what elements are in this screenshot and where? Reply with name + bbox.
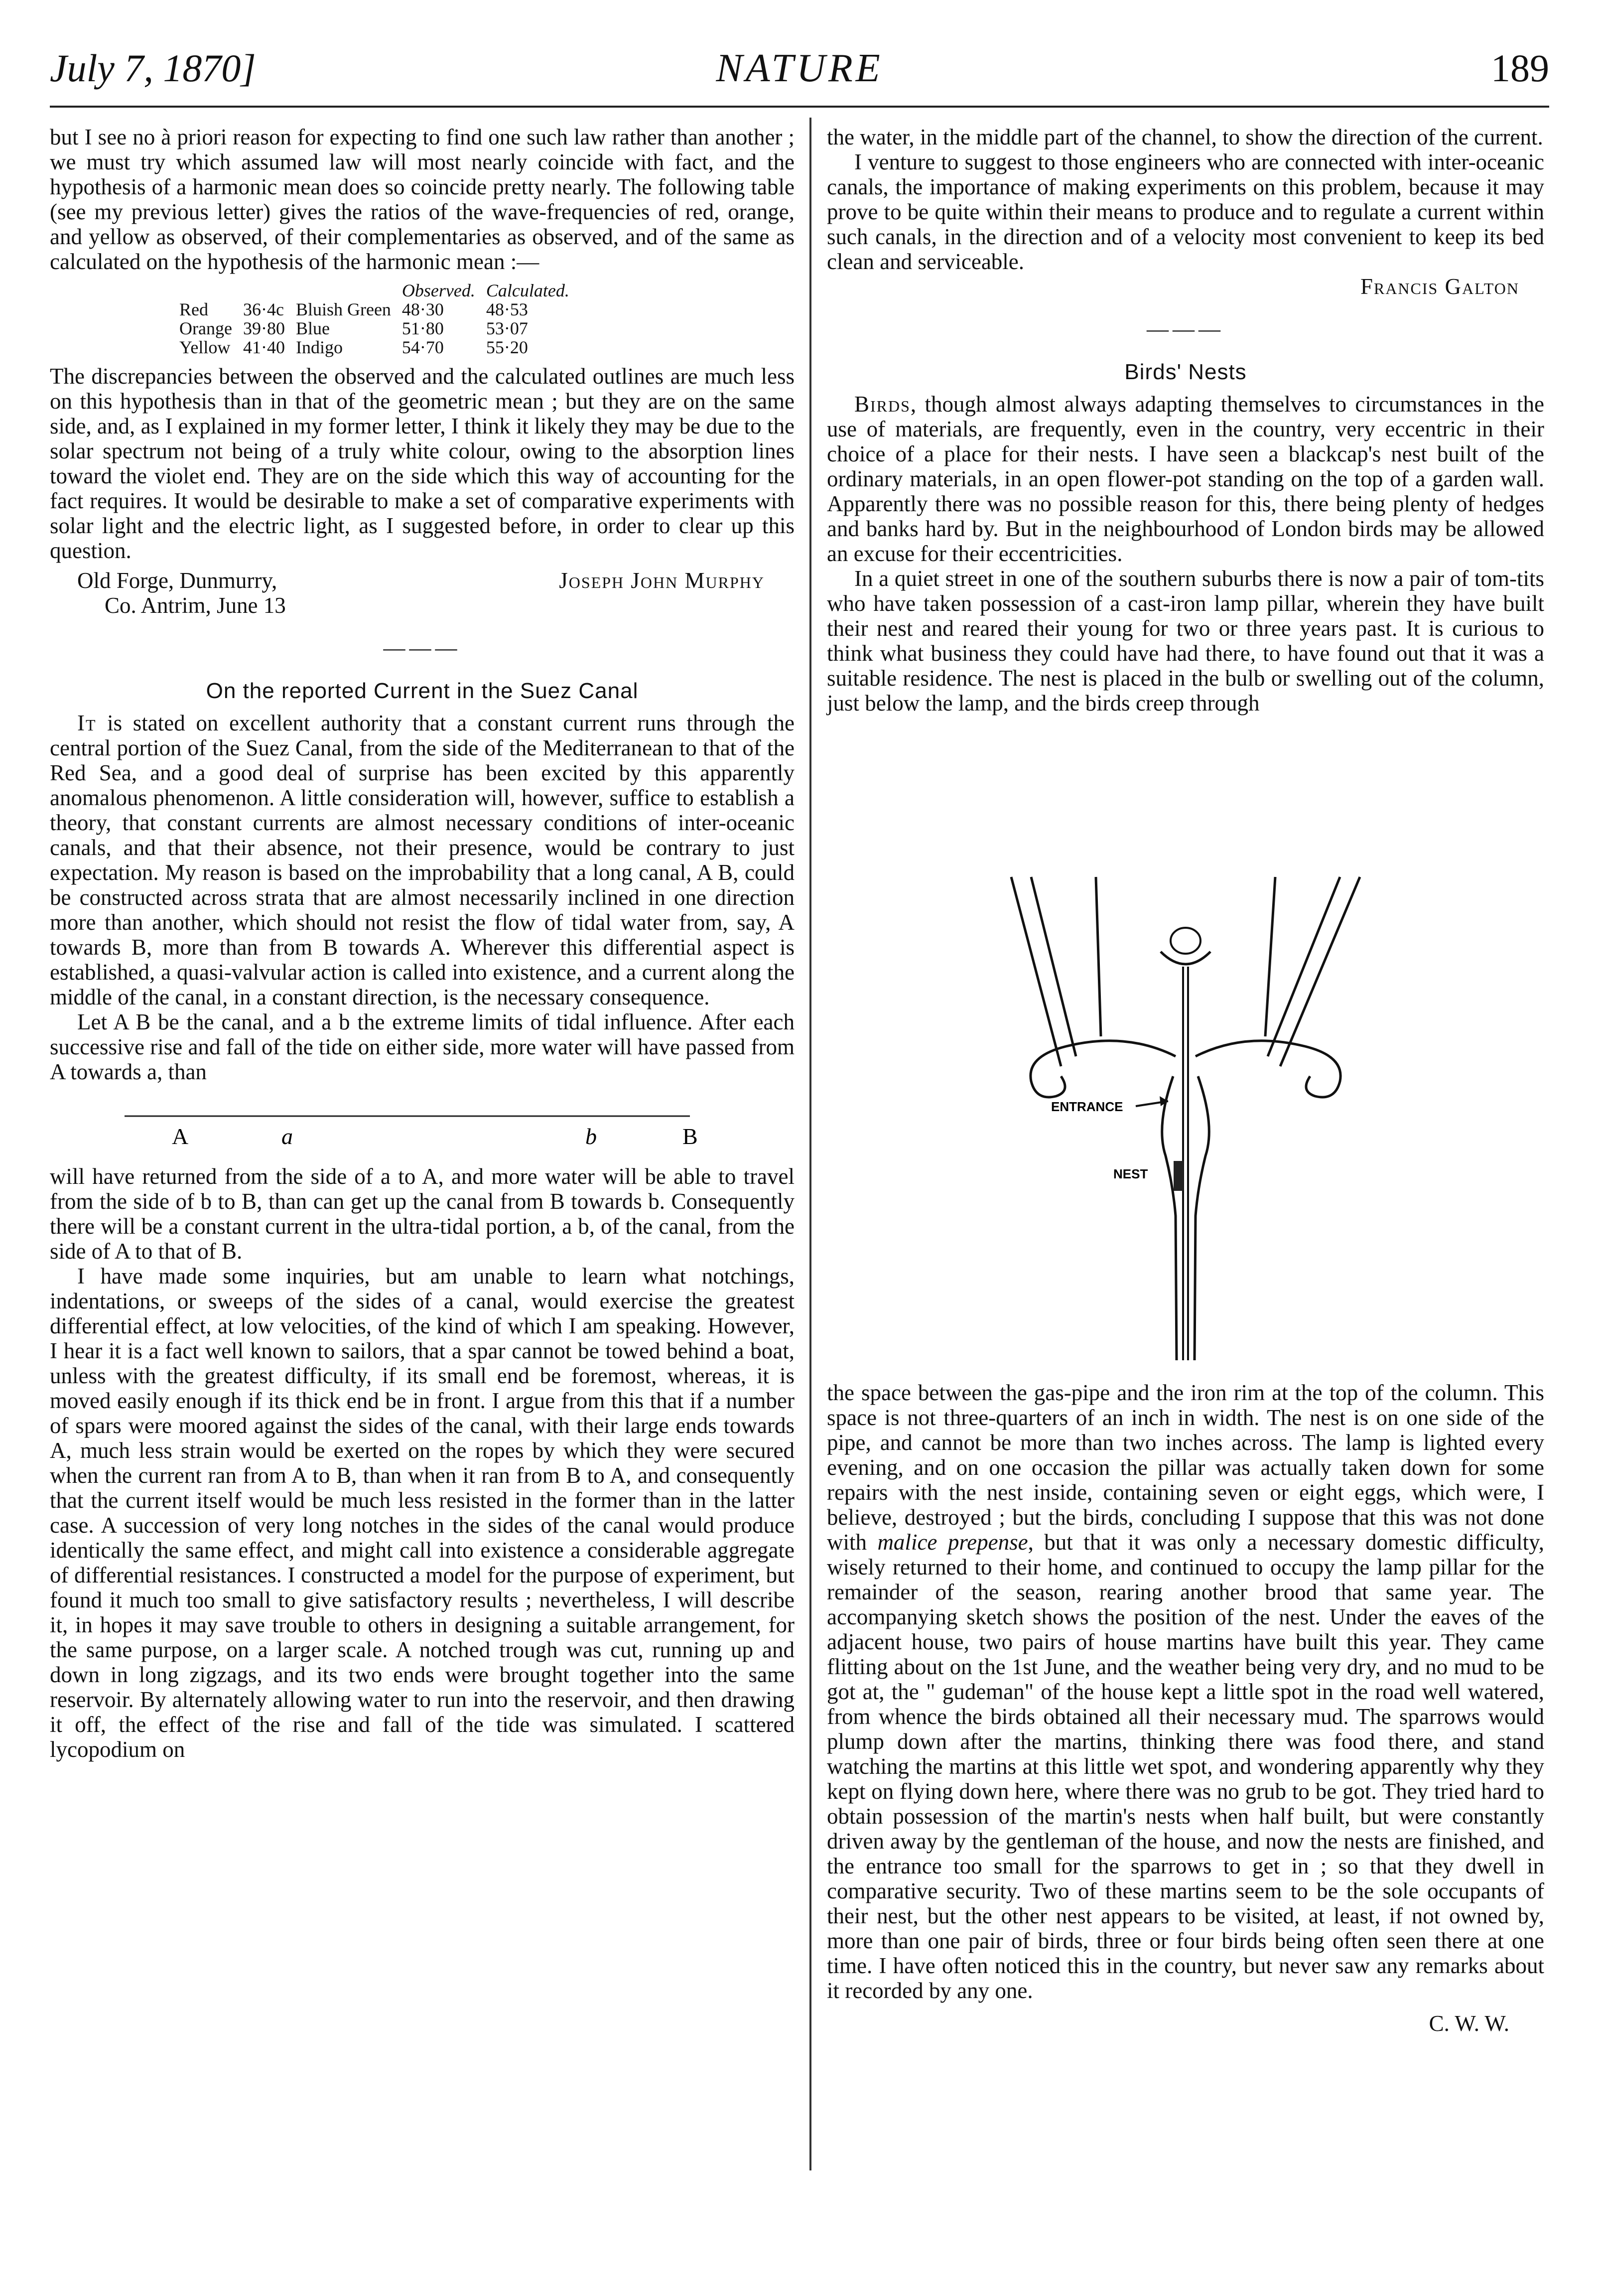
birds-paragraph-3-italic: malice prepense (877, 1530, 1028, 1555)
lantern-frame-right (1280, 877, 1360, 1066)
lantern-frame-left-inner (1031, 877, 1076, 1056)
nest-block (1174, 1161, 1184, 1191)
header-rule (50, 106, 1549, 108)
table-cell-complement: Blue (295, 318, 330, 338)
letter-body-paragraph: The discrepancies between the observed and the calculated outlines are much less on this hypothesis than in that of the geometric mean ; but they are on the same side, and, as I explained in my former letter, I think it likely they may be due to the solar spectrum not being of a truly white colour, owing to the absorption lines toward the violet end. They are on the side which this way of accounting for the fact requires. It would be desirable to make a set of comparative experiments with solar light and the electric light, as I suggested before, in order to clear up this question. (50, 364, 795, 563)
lamp-flame (1171, 928, 1200, 954)
table-cell-ratio: 36·4c (243, 299, 284, 319)
lamp-pillar-svg (976, 867, 1395, 1365)
letter-intro-paragraph: but I see no à priori reason for expecting to find one such law rather than another ; we must try which assumed law will most nearly coincide with fact, and the hypothesis of a harmonic mean does so coincide pretty nearly. The following table (see my previous letter) gives the ratios of the wave-frequencies of red, orange, and yellow as observed, of their complementaries as observed, and of the same as calculated on the hypothesis of the harmonic mean :— (50, 125, 795, 274)
lamp-pillar-figure (976, 867, 1395, 1365)
table-cell-calculated: 48·53 (486, 299, 528, 319)
suez-paragraph-3: will have returned from the side of a to A, and more water will be able to travel from the side of b to B, than can get up the canal from B towards b. Consequently there will be a constant current in the ultra-tidal portion, a b, of the canal, from the side of A to that of B. (50, 1164, 795, 1264)
letter-signoff (50, 568, 795, 593)
birds-paragraph-3-text-b: , but that it was only a necessary domestic difficulty, wisely returned to their home, and continued to occupy the lamp pillar for the remainder of the season, rearing another brood that same year. The accompanying sketch shows the position of the nest. Under the eaves of the adjacent house, two pairs of house martins have built this year. They came flitting about on the 1st June, and the weather being very dry, and no mud to be got at, the " gudeman" of the house kept a little spot in the road well watered, from whence the birds obtained all their necessary mud. The sparrows would plump down after the martins, thinking there was food there, and stand watching the martins at this little wet spot, and wondering apparently why they kept on flying down here, where there was no grub to be got. They tried hard to obtain possession of the martin's nests when half built, but were constantly driven away by the gentleman of the house, and now the nests are finished, and the entrance too small for the sparrows to get in ; so that they dwell in comparative security. Two of these martins seem to be the sole occupants of their nest, but the other nest appears to be visited, at least, if not owned by, more than one pair of birds, three or four birds being often seen there at one time. I have often noticed this in the country, but never saw any remarks about it recorded by any one. (827, 1530, 1544, 2003)
suez-section-title: On the reported Current in the Suez Canal (206, 679, 639, 703)
table-cell-calculated: 55·20 (486, 337, 528, 357)
canal-diagram-svg (50, 1098, 795, 1153)
table-cell-observed: 54·70 (401, 337, 444, 357)
section-separator: ——— (1147, 317, 1224, 341)
page-number: 189 (1491, 46, 1549, 90)
suez-paragraph-2: Let A B be the canal, and a b the extreme limits of tidal influence. After each successive rise and fall of the tide on either side, more water will have passed from A towards a, than (50, 1009, 795, 1084)
table-cell-complement: Bluish Green (295, 299, 391, 319)
journal-title: NATURE (716, 46, 883, 90)
label-B: B (682, 1124, 698, 1149)
table-cell-complement: Indigo (295, 337, 343, 357)
suez-paragraph-6: I venture to suggest to those engineers who are connected with inter-oceanic canals, the importance of making experiments on this problem, because it may prove to be quite within their means to produce and to regulate a current within such canals, in the direction and of a velocity most convenient to keep its bed clean and serviceable. (827, 149, 1544, 274)
right-column-top (827, 125, 1544, 716)
wave-frequency-table (179, 281, 580, 357)
header-calculated: Calculated. (486, 281, 569, 300)
table-cell-ratio: 41·40 (243, 337, 285, 357)
table-row (179, 319, 580, 338)
lantern-inner-left (1096, 877, 1101, 1036)
lantern-frame-right-inner (1268, 877, 1340, 1056)
lantern-inner-right (1265, 877, 1275, 1036)
section-separator: ——— (383, 636, 461, 660)
table-cell-observed: 48·30 (401, 299, 444, 319)
birds-lead-word: Birds (854, 392, 911, 417)
birds-paragraph-3 (827, 1380, 1544, 2003)
nest-label: NEST (1113, 1166, 1148, 1181)
issue-date: July 7, 1870] (50, 46, 256, 90)
right-arm (1196, 1041, 1340, 1097)
suez-paragraph-1-text: is stated on excellent authority that a constant current runs through the central portion of the Suez Canal, from the side of the Mediterranean to that of the Red Sea, and a good deal of surprise has been excited by this apparently anomalous phenomenon. A little consideration will, however, suffice to establish a theory, that constant currents are almost necessary conditions of inter-oceanic canals, and that their absence, not their presence, would be contrary to just expectation. My reason is based on the improbability that a long canal, A B, could be constructed across strata that are almost necessarily inclined in one direction more than another, which should not resist the flow of tidal water from, say, A towards B, more than from B towards A. Wherever this differential aspect is established, a quasi-valvular action is called into existence, and a current along the middle of the canal, in a constant direction, is the necessary consequence. (50, 711, 795, 1009)
birds-section-title: Birds' Nests (1124, 360, 1247, 384)
page-header (50, 46, 1549, 103)
left-column (50, 125, 795, 1762)
letter-signature: Joseph John Murphy (559, 568, 765, 593)
label-A: A (172, 1124, 189, 1149)
table-header-row (179, 281, 580, 300)
table-row (179, 338, 580, 357)
canal-diagram (50, 1098, 795, 1153)
suez-paragraph-5: the water, in the middle part of the channel, to show the direction of the current. (827, 125, 1543, 149)
label-b: b (585, 1124, 597, 1149)
birds-paragraph-2: In a quiet street in one of the southern suburbs there is now a pair of tom-tits who have taken possession of a cast-iron lamp pillar, wherein they have built their nest and reared their young for two or three years past. It is curious to think what business they could have had there, to have found out that it was a suitable residence. The nest is placed in the bulb or swelling out of the column, just below the lamp, and the birds creep through (827, 566, 1544, 716)
suez-lead-word: It (77, 711, 97, 735)
left-arm (1031, 1041, 1176, 1097)
suez-paragraph-4: I have made some inquiries, but am unable to learn what notchings, indentations, or sweeps of the sides of a canal, would exercise the greatest differential effect, at low velocities, of the kind of which I am speaking. However, I hear it is a fact well known to sailors, that a spar cannot be towed behind a boat, unless with the greatest difficulty, if its small end be foremost, whereas, it is moved easily enough if its thick end be in front. I argue from this that if a number of spars were moored against the sides of the canal, with their large ends towards A, much less strain would be exerted on the ropes by which they were secured when the current ran from A to B, than when it ran from B to A, and consequently that the current itself would be much less resisted in the former than in the latter case. A succession of very long notches in the sides of the canal would produce identically the same effect, and might call into existence a considerable aggregate of differential resistances. I constructed a model for the purpose of experiment, but found it much too small to give satisfactory results ; nevertheless, I will describe it, in hopes it may save trouble to others in designing a suitable arrangement, for the same purpose, on a larger scale. A notched trough was cut, running up and down in long zigzags, and its two ends were brought together into the same reservoir. By alternately allowing water to run into the reservoir, and then drawing it off, the effect of the rise and fall of the tide was simulated. I scattered lycopodium on (50, 1264, 795, 1762)
table-row (179, 300, 580, 319)
suez-paragraph-1 (50, 711, 795, 1009)
right-column-bottom (827, 1380, 1544, 2036)
letter-address-line2: Co. Antrim, June 13 (105, 593, 286, 618)
table-cell-color: Yellow (179, 337, 231, 357)
column-divider (809, 118, 811, 2170)
table-cell-color: Orange (179, 318, 232, 338)
table-cell-ratio: 39·80 (243, 318, 285, 338)
suez-signature: Francis Galton (1360, 274, 1519, 299)
letter-address-line1: Old Forge, Dunmurry, (77, 568, 277, 593)
table-cell-calculated: 53·07 (486, 318, 528, 338)
birds-paragraph-1 (827, 392, 1544, 566)
table-cell-observed: 51·80 (401, 318, 444, 338)
birds-paragraph-3-text-a: the space between the gas-pipe and the iron rim at the top of the column. This space is not three-quarters of an inch in width. The nest is on one side of the pipe, and cannot be more than two inches across. The lamp is lighted every evening, and on one occasion the pillar was actually taken down for some repairs with the nest inside, containing seven or eight eggs, which were, I believe, destroyed ; but the birds, concluding I suppose that this was not done with (827, 1380, 1544, 1555)
table-cell-color: Red (179, 299, 208, 319)
column-left-edge (1162, 1076, 1177, 1360)
column-right-edge (1195, 1076, 1209, 1360)
birds-paragraph-1-text: , though almost always adapting themselves to circumstances in the use of materials, are frequently, even in the country, very eccentric in their choice of a place for their nests. I have seen a blackcap's nest built of the ordinary materials, in an open flower-pot standing on the top of a garden wall. Apparently there was no possible reason for this, there being plenty of hedges and banks hard by. But in the neighbourhood of London birds may be allowed an excuse for their eccentricities. (827, 392, 1544, 566)
birds-signature: C. W. W. (1429, 2011, 1509, 2036)
entrance-label: ENTRANCE (1051, 1099, 1123, 1114)
header-observed: Observed. (401, 281, 475, 300)
label-a: a (281, 1124, 293, 1149)
